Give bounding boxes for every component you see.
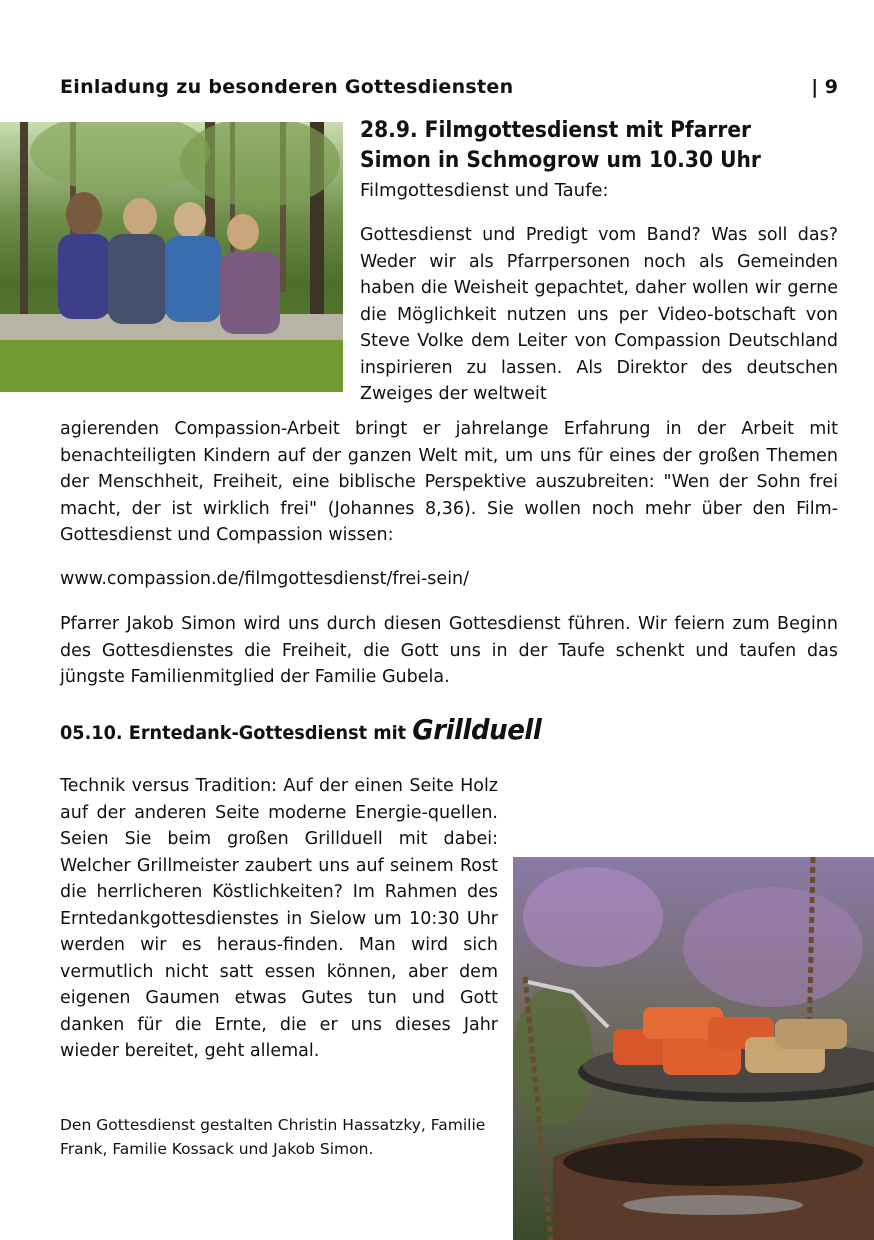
section-2-title-accent: Grillduell (412, 713, 542, 746)
section-1-paragraph-1: Gottesdienst und Predigt vom Band? Was soll das? Weder wir als Pfarrpersonen noch als Gemeinden haben die Weisheit gepachtet, daher wollen wir gerne die Möglichkeit nutzen uns per Video-botschaft von Steve Volke dem Leiter von Compassion Deutschland inspirieren zu lassen. Als Direktor des deutschen Zweiges der weltweit (360, 225, 838, 404)
page-header (60, 76, 838, 102)
grill-photo (513, 857, 874, 1240)
section-2-title-text: 05.10. Erntedank-Gottesdienst mit (60, 722, 407, 744)
section-2-paragraph: Technik versus Tradition: Auf der einen Seite Holz auf der anderen Seite moderne Energie-quellen. Seien Sie beim großen Grillduell mit dabei: Welcher Grillmeister zaubert uns auf seinem Rost die herrlicheren Köstlichkeiten? Im Rahmen des Erntedankgottesdienstes in Sielow um 10:30 Uhr werden wir es heraus-finden. Man wird sich vermutlich nicht satt essen können, aber dem eigenen Gaumen etwas Gutes tun und Gott danken für die Ernte, die er uns dieses Jahr wieder bereitet, geht allemal. (60, 776, 498, 1061)
section-1-paragraph-2: agierenden Compassion-Arbeit bringt er jahrelange Erfahrung in der Arbeit mit benachteiligten Kindern auf der ganzen Welt mit, um uns für eines der großen Themen der Menschheit, Freiheit, eine biblische Perspektive auszubreiten: "Wen der Sohn frei macht, der ist wirklich frei" (Johannes 8,36). Sie wollen noch mehr über den Film-Gottesdienst und Compassion wissen: (60, 419, 838, 545)
section-2-credits: Den Gottesdienst gestalten Christin Hassatzky, Familie Frank, Familie Kossack und Jakob Simon. (60, 1116, 486, 1158)
section-1-title: 28.9. Filmgottesdienst mit Pfarrer Simon in Schmogrow um 10.30 Uhr (360, 118, 761, 173)
section-1-paragraph-3: Pfarrer Jakob Simon wird uns durch diesen Gottesdienst führen. Wir feiern zum Beginn des Gottesdienstes die Freiheit, die Gott uns in der Taufe schenkt und taufen das jüngste Familienmitglied der Familie Gubela. (60, 614, 838, 687)
children-on-log-icon (0, 122, 343, 392)
grill-icon (513, 857, 874, 1240)
section-1-subtitle: Filmgottesdienst und Taufe: (360, 180, 609, 201)
children-photo (0, 122, 343, 392)
compassion-link[interactable]: www.compassion.de/filmgottesdienst/frei-sein/ (60, 569, 470, 589)
section-2-title (60, 714, 541, 749)
page-title: Einladung zu besonderen Gottesdiensten (60, 76, 514, 98)
page-number: | 9 (811, 76, 838, 98)
